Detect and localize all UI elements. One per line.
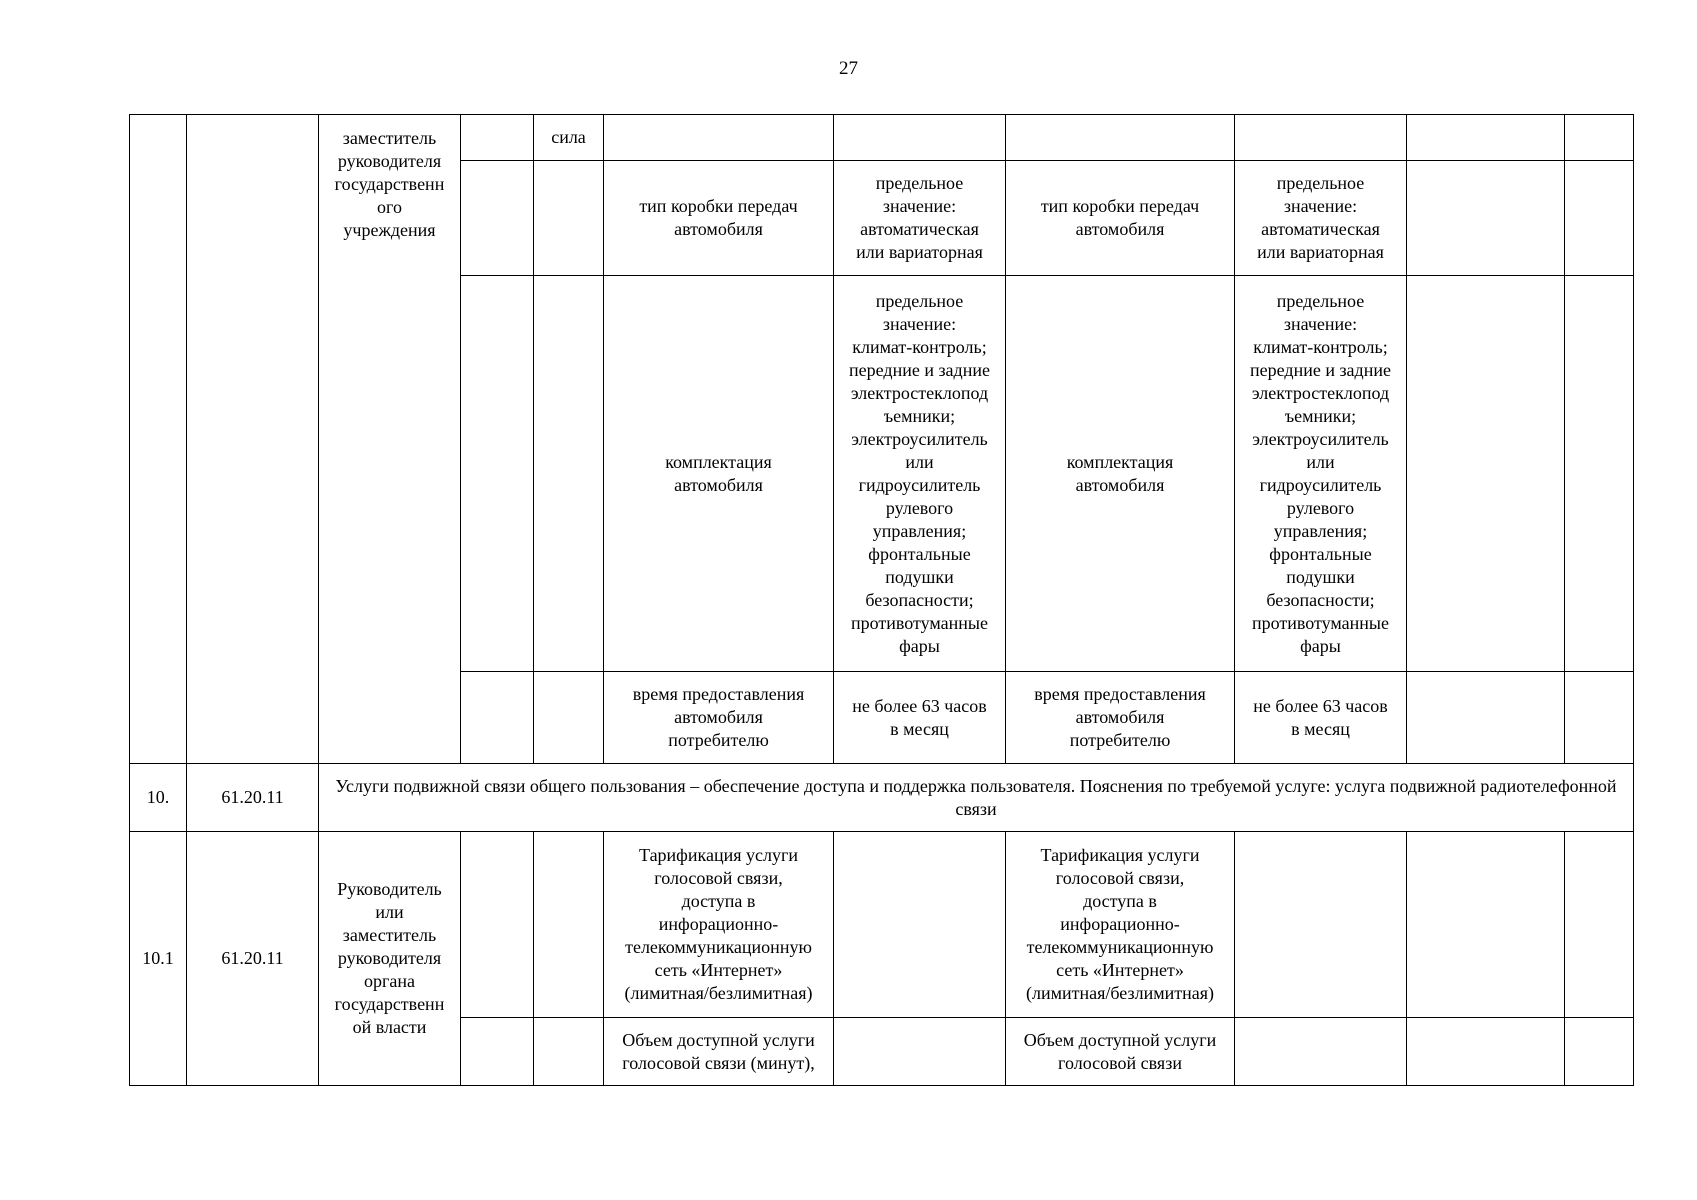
- characteristic-cell: Объем доступной услуги голосовой связи (минут),: [604, 1018, 834, 1086]
- number-cell: 10.: [130, 764, 187, 832]
- characteristic-cell: комплектация автомобиля: [1006, 276, 1235, 672]
- characteristic-cell: тип коробки передач автомобиля: [1006, 161, 1235, 276]
- empty-cell: [461, 276, 534, 672]
- service-description: Услуги подвижной связи общего пользования – обеспечение доступа и поддержка пользователя. Пояснения по требуемой услуге: услуга подвижной радиотелефонной связи: [319, 764, 1634, 832]
- empty-cell: [461, 672, 534, 764]
- value-cell: предельное значение: автоматическая или вариаторная: [834, 161, 1006, 276]
- characteristic-cell: Тарификация услуги голосовой связи, доступа в инфорационно- телекоммуникационную сеть «Интернет» (лимитная/безлимитная): [604, 832, 834, 1018]
- characteristic-cell: Тарификация услуги голосовой связи, доступа в инфорационно- телекоммуникационную сеть «Интернет» (лимитная/безлимитная): [1006, 832, 1235, 1018]
- empty-cell: [1565, 115, 1634, 161]
- characteristic-cell: время предоставления автомобиля потребителю: [604, 672, 834, 764]
- value-cell: предельное значение: климат-контроль; передние и задние электростеклопод ъемники; электроусилитель или гидроусилитель рулевого управления; фронтальные подушки безопасности; противотуманные фары: [1235, 276, 1407, 672]
- position-cell: заместитель руководителя государственн ого учреждения: [319, 115, 461, 764]
- characteristic-cell: Объем доступной услуги голосовой связи: [1006, 1018, 1235, 1086]
- empty-cell: [461, 115, 534, 161]
- empty-cell: [1407, 276, 1565, 672]
- value-cell: предельное значение: климат-контроль; передние и задние электростеклопод ъемники; электроусилитель или гидроусилитель рулевого управления; фронтальные подушки безопасности; противотуманные фары: [834, 276, 1006, 672]
- characteristic-cell: комплектация автомобиля: [604, 276, 834, 672]
- empty-cell: [834, 115, 1006, 161]
- table-row: [130, 115, 1634, 161]
- empty-cell: [461, 832, 534, 1018]
- empty-cell: [534, 672, 604, 764]
- value-cell: не более 63 часов в месяц: [1235, 672, 1407, 764]
- position-cell: Руководитель или заместитель руководителя органа государственн ой власти: [319, 832, 461, 1086]
- table-row-item-10-1: [130, 832, 1634, 1018]
- table-row-item-10: [130, 764, 1634, 832]
- empty-cell: [1006, 115, 1235, 161]
- empty-cell: [1235, 115, 1407, 161]
- empty-cell: [1407, 672, 1565, 764]
- empty-cell: [1407, 832, 1565, 1018]
- value-cell: не более 63 часов в месяц: [834, 672, 1006, 764]
- empty-cell: [534, 276, 604, 672]
- empty-cell: [604, 115, 834, 161]
- page-number: 27: [839, 58, 858, 79]
- characteristic-cell: время предоставления автомобиля потребителю: [1006, 672, 1235, 764]
- empty-cell: [834, 832, 1006, 1018]
- empty-cell: [1407, 115, 1565, 161]
- empty-cell: [1565, 161, 1634, 276]
- code-cell: 61.20.11: [187, 832, 319, 1086]
- number-cell: 10.1: [130, 832, 187, 1086]
- empty-cell: [1407, 161, 1565, 276]
- empty-cell: [1235, 1018, 1407, 1086]
- empty-cell: [1565, 1018, 1634, 1086]
- empty-cell: [1565, 276, 1634, 672]
- empty-cell: [534, 832, 604, 1018]
- empty-cell: [461, 161, 534, 276]
- empty-cell: [534, 1018, 604, 1086]
- empty-cell: [1565, 672, 1634, 764]
- value-cell: предельное значение: автоматическая или вариаторная: [1235, 161, 1407, 276]
- empty-cell: [1235, 832, 1407, 1018]
- empty-cell: [461, 1018, 534, 1086]
- code-cell: [187, 115, 319, 764]
- empty-cell: [534, 161, 604, 276]
- empty-cell: [1407, 1018, 1565, 1086]
- requirements-table: [129, 114, 1634, 1086]
- number-cell: [130, 115, 187, 764]
- unit-cell: сила: [534, 115, 604, 161]
- empty-cell: [1565, 832, 1634, 1018]
- empty-cell: [834, 1018, 1006, 1086]
- code-cell: 61.20.11: [187, 764, 319, 832]
- characteristic-cell: тип коробки передач автомобиля: [604, 161, 834, 276]
